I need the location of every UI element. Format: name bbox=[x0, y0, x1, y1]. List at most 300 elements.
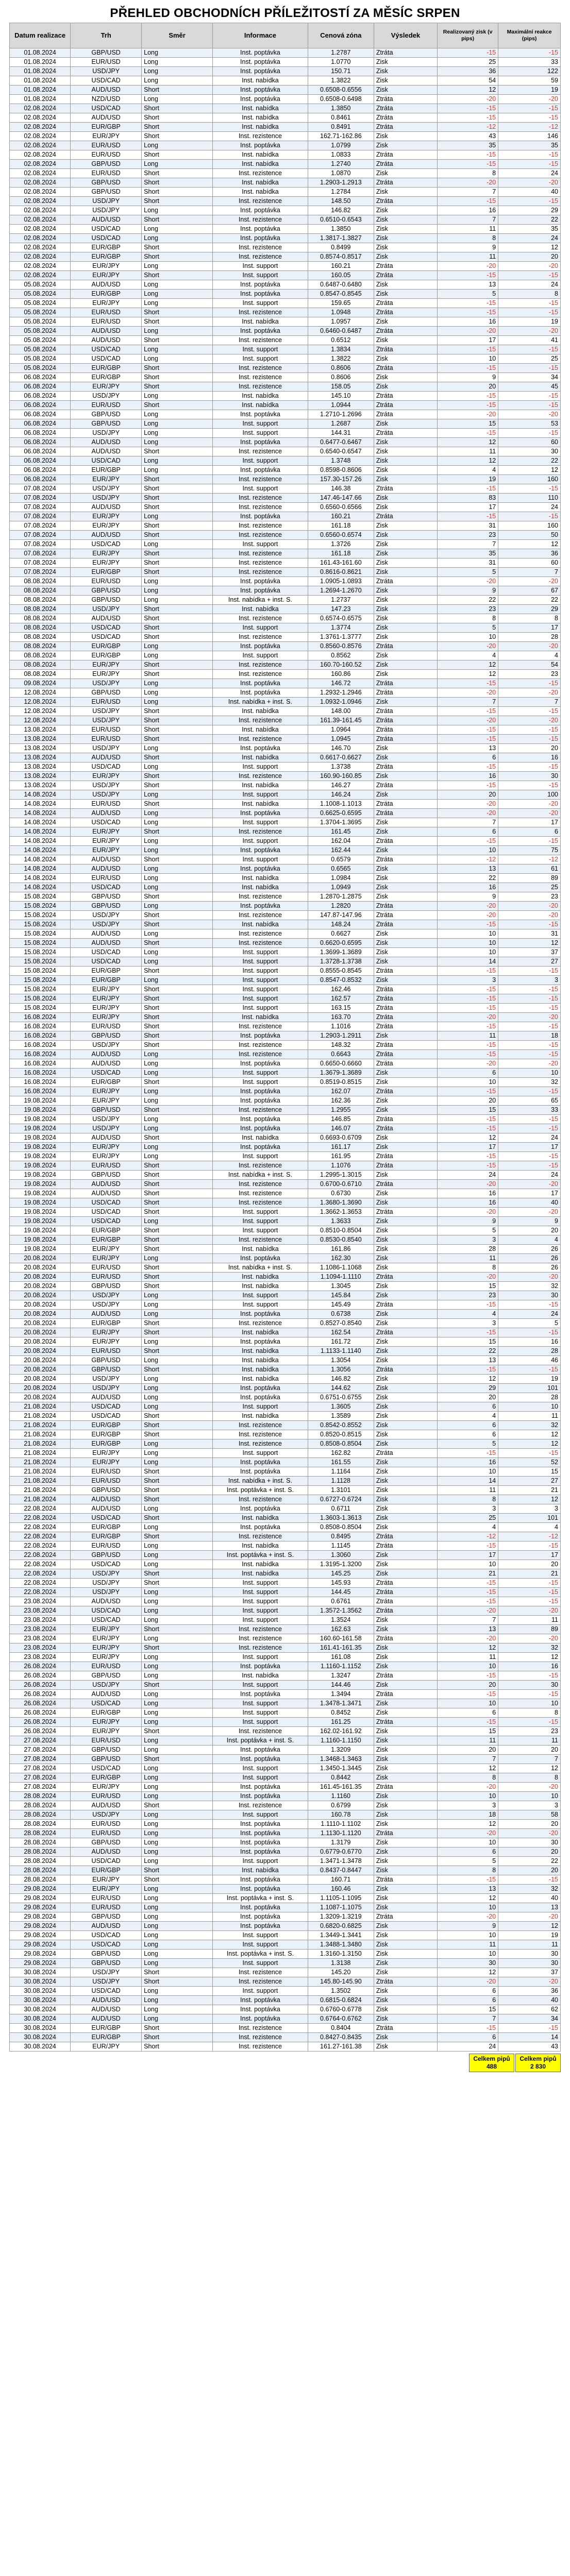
cell-cenova-zona: 1.3494 bbox=[308, 1690, 374, 1699]
table-row bbox=[10, 2005, 561, 2014]
cell-trh: USD/JPY bbox=[71, 1579, 142, 1588]
cell-smer: Short bbox=[142, 1569, 213, 1579]
cell-trh: EUR/GBP bbox=[71, 373, 142, 382]
cell-vysledek: Ztráta bbox=[374, 299, 437, 308]
cell-smer: Long bbox=[142, 419, 213, 429]
cell-datum: 30.08.2024 bbox=[10, 1968, 71, 1977]
cell-max-reakce: -15 bbox=[498, 1671, 561, 1681]
cell-smer: Short bbox=[142, 1328, 213, 1337]
cell-realizovany-zisk: 6 bbox=[438, 1848, 498, 1857]
cell-datum: 07.08.2024 bbox=[10, 568, 71, 577]
cell-realizovany-zisk: 7 bbox=[438, 215, 498, 225]
cell-datum: 05.08.2024 bbox=[10, 280, 71, 290]
cell-vysledek: Zisk bbox=[374, 633, 437, 642]
cell-datum: 02.08.2024 bbox=[10, 132, 71, 141]
cell-datum: 01.08.2024 bbox=[10, 76, 71, 86]
cell-trh: USD/JPY bbox=[71, 1569, 142, 1579]
table-row bbox=[10, 354, 561, 364]
cell-realizovany-zisk: -15 bbox=[438, 1579, 498, 1588]
cell-informace: Inst. poptávka bbox=[213, 865, 308, 874]
cell-trh: GBP/USD bbox=[71, 586, 142, 596]
cell-max-reakce: 3 bbox=[498, 1801, 561, 1810]
cell-trh: GBP/USD bbox=[71, 688, 142, 698]
cell-informace: Inst. support bbox=[213, 1402, 308, 1412]
cell-vysledek: Ztráta bbox=[374, 577, 437, 586]
cell-realizovany-zisk: 4 bbox=[438, 1412, 498, 1421]
table-row bbox=[10, 132, 561, 141]
table-row bbox=[10, 1551, 561, 1560]
cell-informace: Inst. support bbox=[213, 1764, 308, 1773]
cell-smer: Long bbox=[142, 1291, 213, 1300]
cell-informace: Inst. poptávka bbox=[213, 1885, 308, 1894]
cell-vysledek: Zisk bbox=[374, 1801, 437, 1810]
cell-max-reakce: -15 bbox=[498, 1152, 561, 1161]
cell-smer: Long bbox=[142, 809, 213, 818]
cell-informace: Inst. poptávka + inst. S. bbox=[213, 1486, 308, 1495]
cell-informace: Inst. nabídka bbox=[213, 1273, 308, 1282]
cell-cenova-zona: 1.1164 bbox=[308, 1467, 374, 1477]
table-row bbox=[10, 188, 561, 197]
cell-cenova-zona: 0.6760-0.6778 bbox=[308, 2005, 374, 2014]
cell-datum: 23.08.2024 bbox=[10, 1634, 71, 1643]
cell-datum: 26.08.2024 bbox=[10, 1718, 71, 1727]
cell-vysledek: Ztráta bbox=[374, 1829, 437, 1838]
cell-smer: Short bbox=[142, 1226, 213, 1235]
cell-realizovany-zisk: -15 bbox=[438, 1004, 498, 1013]
cell-realizovany-zisk: -15 bbox=[438, 1152, 498, 1161]
cell-max-reakce: -20 bbox=[498, 902, 561, 911]
cell-datum: 19.08.2024 bbox=[10, 1226, 71, 1235]
cell-cenova-zona: 1.2694-1.2670 bbox=[308, 586, 374, 596]
cell-smer: Long bbox=[142, 1718, 213, 1727]
cell-vysledek: Ztráta bbox=[374, 1912, 437, 1922]
cell-max-reakce: 9 bbox=[498, 1217, 561, 1226]
cell-trh: NZD/USD bbox=[71, 95, 142, 104]
cell-datum: 13.08.2024 bbox=[10, 725, 71, 735]
cell-vysledek: Ztráta bbox=[374, 1588, 437, 1597]
cell-realizovany-zisk: 10 bbox=[438, 354, 498, 364]
cell-vysledek: Zisk bbox=[374, 1319, 437, 1328]
cell-max-reakce: 12 bbox=[498, 540, 561, 549]
cell-vysledek: Ztráta bbox=[374, 197, 437, 206]
cell-trh: AUD/USD bbox=[71, 2014, 142, 2024]
cell-smer: Long bbox=[142, 1337, 213, 1347]
cell-vysledek: Ztráta bbox=[374, 809, 437, 818]
cell-datum: 27.08.2024 bbox=[10, 1755, 71, 1764]
cell-smer: Long bbox=[142, 1254, 213, 1263]
cell-max-reakce: 24 bbox=[498, 234, 561, 243]
cell-realizovany-zisk: 20 bbox=[438, 1745, 498, 1755]
cell-vysledek: Zisk bbox=[374, 670, 437, 679]
cell-datum: 05.08.2024 bbox=[10, 299, 71, 308]
cell-informace: Inst. support bbox=[213, 1291, 308, 1300]
cell-informace: Inst. nabídka bbox=[213, 920, 308, 929]
cell-max-reakce: -15 bbox=[498, 150, 561, 160]
cell-smer: Long bbox=[142, 1940, 213, 1950]
cell-smer: Long bbox=[142, 1217, 213, 1226]
table-row bbox=[10, 1987, 561, 1996]
cell-smer: Long bbox=[142, 1541, 213, 1551]
cell-cenova-zona: 1.3761-1.3777 bbox=[308, 633, 374, 642]
cell-trh: USD/CAD bbox=[71, 1412, 142, 1421]
cell-cenova-zona: 1.3738 bbox=[308, 762, 374, 772]
cell-trh: EUR/JPY bbox=[71, 1634, 142, 1643]
cell-vysledek: Zisk bbox=[374, 1421, 437, 1430]
table-row bbox=[10, 1931, 561, 1940]
cell-informace: Inst. rezistence bbox=[213, 2024, 308, 2033]
cell-max-reakce: 35 bbox=[498, 225, 561, 234]
cell-cenova-zona: 0.8499 bbox=[308, 243, 374, 252]
cell-informace: Inst. poptávka bbox=[213, 1096, 308, 1106]
cell-smer: Short bbox=[142, 633, 213, 642]
cell-vysledek: Ztráta bbox=[374, 1161, 437, 1171]
cell-max-reakce: 20 bbox=[498, 1226, 561, 1235]
cell-cenova-zona: 1.2932-1.2946 bbox=[308, 688, 374, 698]
cell-realizovany-zisk: 3 bbox=[438, 976, 498, 985]
table-row bbox=[10, 262, 561, 271]
cell-vysledek: Ztráta bbox=[374, 688, 437, 698]
cell-cenova-zona: 1.2995-1.3015 bbox=[308, 1171, 374, 1180]
table-row bbox=[10, 1838, 561, 1848]
cell-vysledek: Ztráta bbox=[374, 837, 437, 846]
cell-smer: Long bbox=[142, 206, 213, 215]
cell-max-reakce: -20 bbox=[498, 911, 561, 920]
table-row bbox=[10, 549, 561, 558]
cell-trh: USD/CAD bbox=[71, 1514, 142, 1523]
cell-cenova-zona: 1.3045 bbox=[308, 1282, 374, 1291]
table-row bbox=[10, 1069, 561, 1078]
cell-vysledek: Zisk bbox=[374, 1291, 437, 1300]
cell-realizovany-zisk: -15 bbox=[438, 967, 498, 976]
cell-trh: EUR/GBP bbox=[71, 1235, 142, 1245]
cell-cenova-zona: 1.1130-1.1120 bbox=[308, 1829, 374, 1838]
cell-smer: Long bbox=[142, 345, 213, 354]
table-row bbox=[10, 902, 561, 911]
cell-smer: Long bbox=[142, 883, 213, 892]
cell-vysledek: Ztráta bbox=[374, 178, 437, 188]
cell-smer: Short bbox=[142, 1004, 213, 1013]
cell-trh: EUR/GBP bbox=[71, 642, 142, 651]
cell-informace: Inst. poptávka bbox=[213, 1912, 308, 1922]
table-row bbox=[10, 1885, 561, 1894]
cell-realizovany-zisk: 7 bbox=[438, 1616, 498, 1625]
cell-vysledek: Zisk bbox=[374, 1523, 437, 1532]
cell-trh: USD/JPY bbox=[71, 911, 142, 920]
trades-table bbox=[9, 23, 561, 2052]
cell-informace: Inst. poptávka bbox=[213, 95, 308, 104]
cell-trh: GBP/USD bbox=[71, 1282, 142, 1291]
cell-datum: 28.08.2024 bbox=[10, 1866, 71, 1875]
cell-datum: 23.08.2024 bbox=[10, 1616, 71, 1625]
table-row bbox=[10, 1477, 561, 1486]
table-row bbox=[10, 1328, 561, 1337]
cell-smer: Long bbox=[142, 1393, 213, 1402]
cell-smer: Long bbox=[142, 1115, 213, 1124]
cell-max-reakce: -20 bbox=[498, 716, 561, 725]
cell-datum: 14.08.2024 bbox=[10, 865, 71, 874]
cell-vysledek: Zisk bbox=[374, 475, 437, 484]
cell-vysledek: Zisk bbox=[374, 1143, 437, 1152]
cell-realizovany-zisk: 11 bbox=[438, 1736, 498, 1745]
cell-datum: 02.08.2024 bbox=[10, 252, 71, 262]
table-row bbox=[10, 679, 561, 688]
table-row bbox=[10, 1606, 561, 1616]
table-row bbox=[10, 790, 561, 800]
table-row bbox=[10, 1291, 561, 1300]
table-row bbox=[10, 1263, 561, 1273]
cell-max-reakce: 24 bbox=[498, 169, 561, 178]
cell-realizovany-zisk: 28 bbox=[438, 1245, 498, 1254]
table-row bbox=[10, 48, 561, 58]
cell-vysledek: Ztráta bbox=[374, 271, 437, 280]
table-row bbox=[10, 113, 561, 123]
cell-smer: Short bbox=[142, 1031, 213, 1041]
cell-cenova-zona: 1.3603-1.3613 bbox=[308, 1514, 374, 1523]
cell-vysledek: Zisk bbox=[374, 252, 437, 262]
cell-cenova-zona: 162.07 bbox=[308, 1087, 374, 1096]
cell-informace: Inst. support bbox=[213, 837, 308, 846]
cell-informace: Inst. poptávka + inst. S. bbox=[213, 1736, 308, 1745]
cell-informace: Inst. nabídka + inst. S. bbox=[213, 1171, 308, 1180]
cell-datum: 14.08.2024 bbox=[10, 800, 71, 809]
cell-smer: Short bbox=[142, 558, 213, 568]
cell-realizovany-zisk: 31 bbox=[438, 558, 498, 568]
cell-datum: 30.08.2024 bbox=[10, 2042, 71, 2052]
cell-trh: AUD/USD bbox=[71, 865, 142, 874]
cell-datum: 21.08.2024 bbox=[10, 1412, 71, 1421]
cell-vysledek: Zisk bbox=[374, 1504, 437, 1514]
table-row bbox=[10, 1124, 561, 1133]
cell-informace: Inst. support bbox=[213, 994, 308, 1004]
cell-smer: Long bbox=[142, 1634, 213, 1643]
table-row bbox=[10, 1977, 561, 1987]
cell-trh: EUR/GBP bbox=[71, 1078, 142, 1087]
cell-max-reakce: -15 bbox=[498, 1588, 561, 1597]
cell-trh: GBP/USD bbox=[71, 1671, 142, 1681]
cell-max-reakce: -15 bbox=[498, 1115, 561, 1124]
cell-max-reakce: 29 bbox=[498, 605, 561, 614]
table-row bbox=[10, 985, 561, 994]
table-row bbox=[10, 1143, 561, 1152]
cell-smer: Short bbox=[142, 484, 213, 494]
cell-cenova-zona: 162.36 bbox=[308, 1096, 374, 1106]
cell-realizovany-zisk: -15 bbox=[438, 1597, 498, 1606]
cell-vysledek: Ztráta bbox=[374, 1606, 437, 1616]
table-row bbox=[10, 1653, 561, 1662]
table-row bbox=[10, 1078, 561, 1087]
table-row bbox=[10, 1597, 561, 1606]
cell-smer: Long bbox=[142, 1894, 213, 1903]
cell-vysledek: Zisk bbox=[374, 976, 437, 985]
cell-vysledek: Zisk bbox=[374, 540, 437, 549]
cell-vysledek: Zisk bbox=[374, 698, 437, 707]
cell-max-reakce: 10 bbox=[498, 1069, 561, 1078]
cell-vysledek: Ztráta bbox=[374, 1050, 437, 1059]
cell-smer: Long bbox=[142, 1792, 213, 1801]
cell-trh: AUD/USD bbox=[71, 939, 142, 948]
cell-vysledek: Zisk bbox=[374, 1987, 437, 1996]
cell-max-reakce: -20 bbox=[498, 1606, 561, 1616]
cell-cenova-zona: 1.0964 bbox=[308, 725, 374, 735]
cell-realizovany-zisk: -15 bbox=[438, 160, 498, 169]
cell-informace: Inst. rezistence bbox=[213, 911, 308, 920]
cell-cenova-zona: 1.0870 bbox=[308, 169, 374, 178]
cell-realizovany-zisk: 10 bbox=[438, 1838, 498, 1848]
cell-smer: Long bbox=[142, 1597, 213, 1606]
table-row bbox=[10, 1857, 561, 1866]
cell-realizovany-zisk: -15 bbox=[438, 345, 498, 354]
cell-realizovany-zisk: 5 bbox=[438, 568, 498, 577]
cell-vysledek: Ztráta bbox=[374, 123, 437, 132]
cell-informace: Inst. rezistence bbox=[213, 521, 308, 531]
cell-informace: Inst. poptávka + inst. S. bbox=[213, 1551, 308, 1560]
cell-max-reakce: -15 bbox=[498, 364, 561, 373]
cell-cenova-zona: 1.3633 bbox=[308, 1217, 374, 1226]
cell-informace: Inst. support bbox=[213, 818, 308, 827]
cell-trh: EUR/JPY bbox=[71, 985, 142, 994]
cell-vysledek: Ztráta bbox=[374, 1059, 437, 1069]
cell-cenova-zona: 0.6620-0.6595 bbox=[308, 939, 374, 948]
cell-cenova-zona: 0.6565 bbox=[308, 865, 374, 874]
cell-informace: Inst. rezistence bbox=[213, 1532, 308, 1541]
cell-smer: Short bbox=[142, 382, 213, 392]
cell-max-reakce: 19 bbox=[498, 1375, 561, 1384]
cell-smer: Long bbox=[142, 354, 213, 364]
cell-realizovany-zisk: -15 bbox=[438, 1875, 498, 1885]
cell-cenova-zona: 0.8404 bbox=[308, 2024, 374, 2033]
cell-smer: Long bbox=[142, 1124, 213, 1133]
cell-cenova-zona: 162.82 bbox=[308, 1449, 374, 1458]
cell-datum: 30.08.2024 bbox=[10, 1977, 71, 1987]
cell-trh: GBP/USD bbox=[71, 1950, 142, 1959]
cell-max-reakce: 60 bbox=[498, 558, 561, 568]
cell-realizovany-zisk: 10 bbox=[438, 948, 498, 957]
cell-smer: Long bbox=[142, 67, 213, 76]
cell-vysledek: Zisk bbox=[374, 1347, 437, 1356]
cell-max-reakce: 27 bbox=[498, 1477, 561, 1486]
table-row bbox=[10, 252, 561, 262]
cell-cenova-zona: 1.2687 bbox=[308, 419, 374, 429]
cell-vysledek: Zisk bbox=[374, 1838, 437, 1848]
cell-smer: Long bbox=[142, 1736, 213, 1745]
cell-datum: 15.08.2024 bbox=[10, 929, 71, 939]
cell-datum: 20.08.2024 bbox=[10, 1393, 71, 1402]
table-row bbox=[10, 855, 561, 865]
cell-cenova-zona: 1.3822 bbox=[308, 76, 374, 86]
cell-smer: Long bbox=[142, 1653, 213, 1662]
cell-informace: Inst. nabídka bbox=[213, 76, 308, 86]
cell-datum: 19.08.2024 bbox=[10, 1106, 71, 1115]
cell-cenova-zona: 161.39-161.45 bbox=[308, 716, 374, 725]
cell-datum: 12.08.2024 bbox=[10, 698, 71, 707]
cell-vysledek: Zisk bbox=[374, 744, 437, 753]
cell-datum: 02.08.2024 bbox=[10, 113, 71, 123]
cell-max-reakce: 34 bbox=[498, 2014, 561, 2024]
cell-informace: Inst. poptávka bbox=[213, 141, 308, 150]
cell-realizovany-zisk: -15 bbox=[438, 48, 498, 58]
cell-smer: Short bbox=[142, 707, 213, 716]
cell-smer: Short bbox=[142, 364, 213, 373]
cell-max-reakce: 40 bbox=[498, 1996, 561, 2005]
table-row bbox=[10, 846, 561, 855]
cell-informace: Inst. rezistence bbox=[213, 2033, 308, 2042]
cell-max-reakce: 26 bbox=[498, 1263, 561, 1273]
cell-vysledek: Ztráta bbox=[374, 262, 437, 271]
cell-max-reakce: 14 bbox=[498, 2033, 561, 2042]
cell-max-reakce: 8 bbox=[498, 290, 561, 299]
cell-max-reakce: -15 bbox=[498, 1875, 561, 1885]
cell-smer: Long bbox=[142, 1820, 213, 1829]
table-row bbox=[10, 1662, 561, 1671]
cell-trh: EUR/GBP bbox=[71, 466, 142, 475]
cell-informace: Inst. support bbox=[213, 1597, 308, 1606]
cell-trh: EUR/GBP bbox=[71, 290, 142, 299]
cell-realizovany-zisk: 6 bbox=[438, 753, 498, 762]
cell-informace: Inst. poptávka bbox=[213, 234, 308, 243]
cell-vysledek: Ztráta bbox=[374, 920, 437, 929]
cell-trh: USD/CAD bbox=[71, 456, 142, 466]
cell-informace: Inst. rezistence bbox=[213, 252, 308, 262]
cell-datum: 12.08.2024 bbox=[10, 688, 71, 698]
cell-max-reakce: -15 bbox=[498, 1365, 561, 1375]
cell-datum: 08.08.2024 bbox=[10, 642, 71, 651]
cell-datum: 22.08.2024 bbox=[10, 1569, 71, 1579]
cell-datum: 28.08.2024 bbox=[10, 1792, 71, 1801]
cell-realizovany-zisk: -20 bbox=[438, 1013, 498, 1022]
cell-smer: Short bbox=[142, 243, 213, 252]
table-row bbox=[10, 290, 561, 299]
cell-realizovany-zisk: -15 bbox=[438, 512, 498, 521]
cell-datum: 06.08.2024 bbox=[10, 392, 71, 401]
cell-trh: GBP/USD bbox=[71, 1838, 142, 1848]
cell-trh: EUR/GBP bbox=[71, 1523, 142, 1532]
cell-smer: Long bbox=[142, 1087, 213, 1096]
cell-smer: Short bbox=[142, 920, 213, 929]
cell-cenova-zona: 0.6560-0.6574 bbox=[308, 531, 374, 540]
cell-trh: AUD/USD bbox=[71, 929, 142, 939]
cell-max-reakce: 37 bbox=[498, 1968, 561, 1977]
table-row bbox=[10, 1115, 561, 1124]
cell-informace: Inst. rezistence bbox=[213, 660, 308, 670]
cell-smer: Long bbox=[142, 1384, 213, 1393]
cell-smer: Long bbox=[142, 596, 213, 605]
table-row bbox=[10, 1421, 561, 1430]
cell-cenova-zona: 1.3774 bbox=[308, 623, 374, 633]
cell-max-reakce: -15 bbox=[498, 707, 561, 716]
cell-trh: GBP/USD bbox=[71, 1106, 142, 1115]
cell-cenova-zona: 0.6820-0.6825 bbox=[308, 1922, 374, 1931]
cell-realizovany-zisk: 15 bbox=[438, 2005, 498, 2014]
cell-informace: Inst. support bbox=[213, 1579, 308, 1588]
cell-informace: Inst. rezistence bbox=[213, 364, 308, 373]
cell-datum: 01.08.2024 bbox=[10, 67, 71, 76]
cell-smer: Long bbox=[142, 586, 213, 596]
col-smer: Směr bbox=[142, 23, 213, 48]
cell-informace: Inst. support bbox=[213, 484, 308, 494]
cell-smer: Short bbox=[142, 113, 213, 123]
cell-trh: USD/JPY bbox=[71, 1588, 142, 1597]
cell-vysledek: Zisk bbox=[374, 549, 437, 558]
cell-trh: AUD/USD bbox=[71, 1690, 142, 1699]
cell-max-reakce: 12 bbox=[498, 1653, 561, 1662]
cell-max-reakce: 18 bbox=[498, 1031, 561, 1041]
cell-vysledek: Ztráta bbox=[374, 1783, 437, 1792]
cell-realizovany-zisk: 16 bbox=[438, 883, 498, 892]
cell-trh: EUR/GBP bbox=[71, 1773, 142, 1783]
table-row bbox=[10, 642, 561, 651]
cell-max-reakce: -20 bbox=[498, 410, 561, 419]
table-row bbox=[10, 447, 561, 456]
